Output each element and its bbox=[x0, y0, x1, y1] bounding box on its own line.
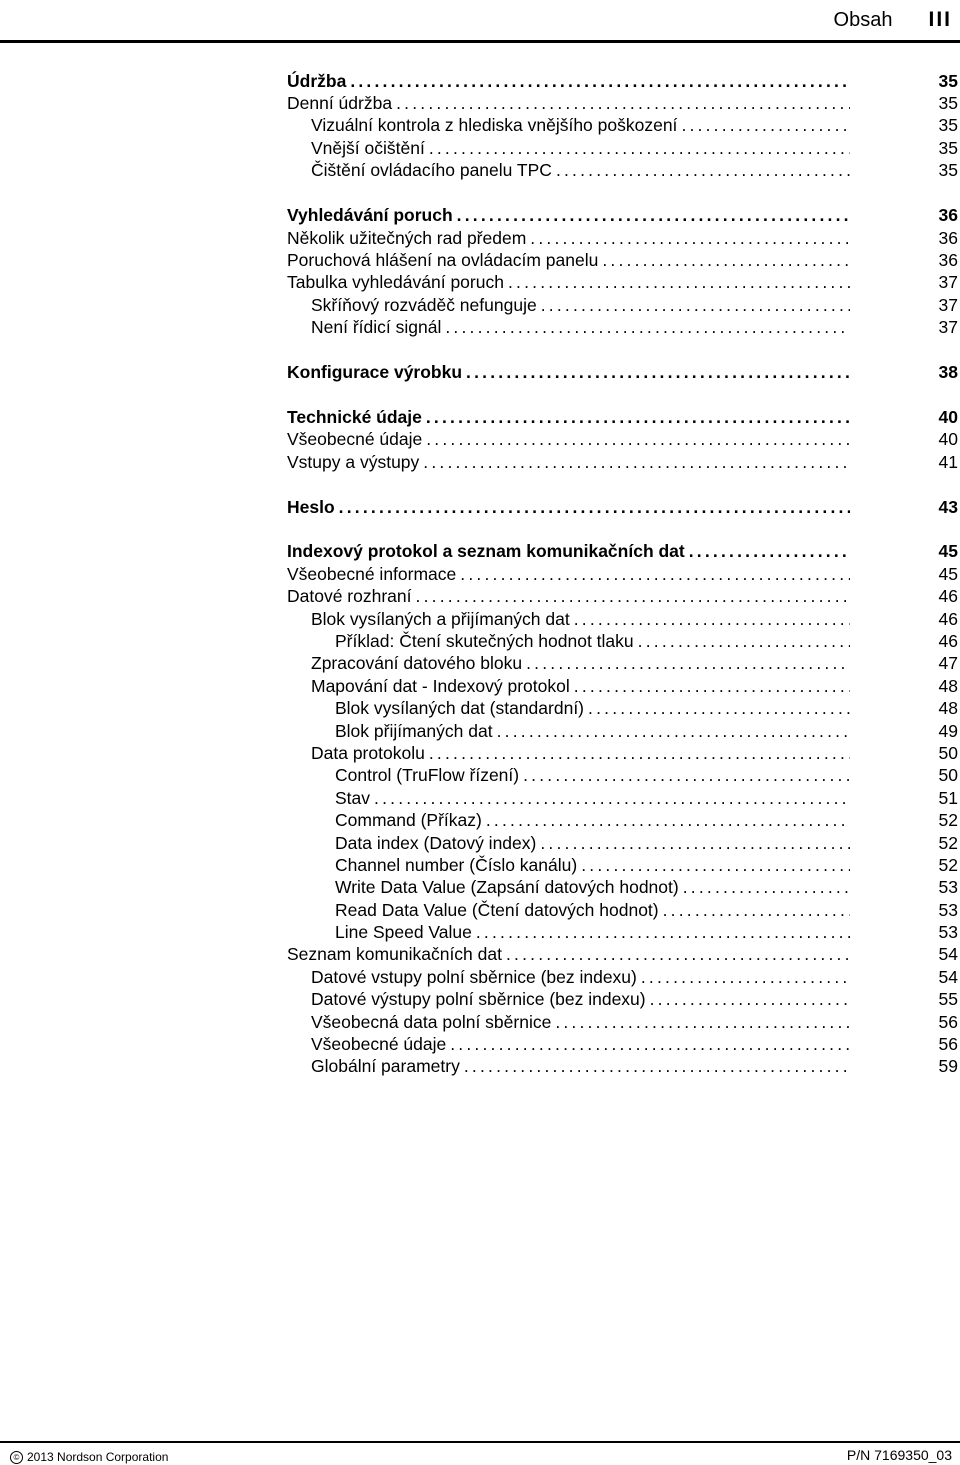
toc-group bbox=[287, 541, 958, 1078]
dot-leader bbox=[419, 452, 850, 473]
toc-entry[interactable] bbox=[287, 697, 958, 719]
toc-entry-title: Vnější očištění bbox=[311, 137, 425, 158]
toc-entry-page: 46 bbox=[938, 586, 958, 607]
toc-entry-title: Denní údržba bbox=[287, 93, 393, 114]
toc-entry-page: 49 bbox=[938, 720, 958, 741]
toc-entry-title: Read Data Value (Čtení datových hodnot) bbox=[335, 899, 659, 920]
toc-entry[interactable] bbox=[287, 227, 958, 249]
dot-leader bbox=[584, 698, 850, 719]
dot-leader bbox=[425, 138, 850, 159]
toc-entry-leader bbox=[287, 160, 850, 181]
dot-leader bbox=[504, 272, 850, 293]
toc-entry[interactable] bbox=[287, 406, 958, 428]
toc-entry-page: 37 bbox=[938, 294, 958, 315]
toc-entry[interactable] bbox=[287, 160, 958, 182]
toc-entry[interactable] bbox=[287, 115, 958, 137]
toc-entry[interactable] bbox=[287, 809, 958, 831]
toc-entry-title: Data protokolu bbox=[311, 742, 425, 763]
toc-entry-title: Mapování dat - Indexový protokol bbox=[311, 675, 570, 696]
toc-entry[interactable] bbox=[287, 204, 958, 226]
toc-entry-leader bbox=[287, 317, 850, 338]
header-page-number: III bbox=[928, 8, 952, 31]
toc-entry-leader bbox=[287, 698, 850, 719]
toc-entry[interactable] bbox=[287, 877, 958, 899]
toc-entry[interactable] bbox=[287, 742, 958, 764]
toc-entry-leader bbox=[287, 250, 850, 271]
page-header bbox=[834, 0, 960, 40]
toc-entry-leader bbox=[287, 877, 850, 898]
toc-entry-leader bbox=[287, 429, 850, 450]
toc-entry[interactable] bbox=[287, 653, 958, 675]
dot-leader bbox=[570, 676, 850, 697]
dot-leader bbox=[453, 205, 850, 226]
toc-entry-leader bbox=[287, 944, 850, 965]
toc-entry-leader bbox=[287, 205, 850, 226]
toc-entry-title: Vstupy a výstupy bbox=[287, 451, 420, 472]
toc-entry[interactable] bbox=[287, 92, 958, 114]
toc-entry[interactable] bbox=[287, 921, 958, 943]
dot-leader bbox=[502, 944, 850, 965]
dot-leader bbox=[462, 362, 850, 383]
toc-entry-leader bbox=[287, 564, 850, 585]
dot-leader bbox=[425, 743, 850, 764]
toc-entry-page: 56 bbox=[938, 1034, 958, 1055]
toc-entry-leader bbox=[287, 989, 850, 1010]
toc-entry[interactable] bbox=[287, 944, 958, 966]
toc-entry-leader bbox=[287, 721, 850, 742]
dot-leader bbox=[441, 317, 850, 338]
toc-entry[interactable] bbox=[287, 272, 958, 294]
toc-entry-title: Čištění ovládacího panelu TPC bbox=[311, 160, 552, 181]
toc-entry-title: Data index (Datový index) bbox=[335, 832, 537, 853]
footer-rule bbox=[0, 1441, 960, 1443]
toc-entry-title: Command (Příkaz) bbox=[335, 810, 482, 831]
toc-entry-title: Všeobecné údaje bbox=[287, 429, 423, 450]
toc-group bbox=[287, 361, 958, 383]
toc-entry-title: Několik užitečných rad předem bbox=[287, 227, 527, 248]
toc-entry-page: 35 bbox=[938, 115, 958, 136]
toc-entry-title: Konfigurace výrobku bbox=[287, 361, 463, 382]
toc-group bbox=[287, 70, 958, 182]
toc-entry[interactable] bbox=[287, 630, 958, 652]
toc-entry-leader bbox=[287, 609, 850, 630]
toc-entry-title: Skříňový rozváděč nefunguje bbox=[311, 294, 537, 315]
header-section-title: Obsah bbox=[833, 8, 893, 31]
toc-entry-leader bbox=[287, 362, 850, 383]
toc-entry-title: Všeobecné informace bbox=[287, 563, 457, 584]
toc-entry-page: 51 bbox=[938, 787, 958, 808]
dot-leader bbox=[551, 1012, 850, 1033]
toc-entry-leader bbox=[287, 295, 850, 316]
toc-entry-title: Poruchová hlášení na ovládacím panelu bbox=[287, 249, 599, 270]
toc-entry-page: 36 bbox=[938, 249, 958, 270]
toc-entry-page: 38 bbox=[938, 361, 958, 382]
toc-entry-leader bbox=[287, 93, 850, 114]
dot-leader bbox=[493, 721, 850, 742]
toc-entry[interactable] bbox=[287, 787, 958, 809]
toc-entry[interactable] bbox=[287, 966, 958, 988]
toc-entry-page: 53 bbox=[938, 922, 958, 943]
dot-leader bbox=[677, 115, 850, 136]
toc-entry-page: 52 bbox=[938, 832, 958, 853]
toc-entry[interactable] bbox=[287, 70, 958, 92]
table-of-contents bbox=[287, 70, 958, 1101]
dot-leader bbox=[370, 788, 850, 809]
toc-entry[interactable] bbox=[287, 1056, 958, 1078]
toc-entry-title: Datové rozhraní bbox=[287, 586, 412, 607]
toc-entry[interactable] bbox=[287, 451, 958, 473]
toc-entry[interactable] bbox=[287, 899, 958, 921]
toc-entry-title: Technické údaje bbox=[287, 406, 422, 427]
toc-entry-leader bbox=[287, 631, 850, 652]
toc-group bbox=[287, 204, 958, 338]
dot-leader bbox=[646, 989, 850, 1010]
dot-leader bbox=[392, 93, 850, 114]
toc-entry-title: Control (TruFlow řízení) bbox=[335, 765, 520, 786]
toc-entry-page: 54 bbox=[938, 944, 958, 965]
toc-entry[interactable] bbox=[287, 832, 958, 854]
dot-leader bbox=[679, 877, 850, 898]
toc-entry-title: Indexový protokol a seznam komunikačních dat bbox=[287, 541, 685, 562]
copyright-icon: © bbox=[10, 1451, 23, 1464]
toc-entry[interactable] bbox=[287, 294, 958, 316]
dot-leader bbox=[536, 833, 850, 854]
dot-leader bbox=[335, 497, 850, 518]
dot-leader bbox=[570, 609, 850, 630]
toc-entry[interactable] bbox=[287, 563, 958, 585]
toc-entry-title: Globální parametry bbox=[311, 1056, 460, 1077]
toc-entry-leader bbox=[287, 967, 850, 988]
toc-entry-leader bbox=[287, 743, 850, 764]
toc-entry-page: 45 bbox=[938, 541, 958, 562]
toc-entry-title: Všeobecné údaje bbox=[311, 1034, 447, 1055]
copyright-text: 2013 Nordson Corporation bbox=[27, 1450, 169, 1464]
dot-leader bbox=[552, 160, 850, 181]
footer-part-number: P/N 7169350_03 bbox=[846, 1447, 952, 1463]
toc-entry-leader bbox=[287, 71, 850, 92]
toc-entry-title: Všeobecná data polní sběrnice bbox=[311, 1011, 552, 1032]
dot-leader bbox=[519, 765, 850, 786]
toc-entry-title: Vyhledávání poruch bbox=[287, 205, 453, 226]
dot-leader bbox=[637, 967, 850, 988]
toc-entry[interactable] bbox=[287, 137, 958, 159]
dot-leader bbox=[526, 228, 850, 249]
toc-entry[interactable] bbox=[287, 854, 958, 876]
toc-entry-leader bbox=[287, 922, 850, 943]
toc-entry-page: 43 bbox=[938, 496, 958, 517]
toc-entry-title: Vizuální kontrola z hlediska vnějšího poškození bbox=[311, 115, 678, 136]
toc-entry[interactable] bbox=[287, 249, 958, 271]
dot-leader bbox=[577, 855, 850, 876]
toc-entry-page: 35 bbox=[938, 70, 958, 91]
toc-entry[interactable] bbox=[287, 541, 958, 563]
toc-entry-page: 59 bbox=[938, 1056, 958, 1077]
toc-entry-page: 37 bbox=[938, 272, 958, 293]
toc-entry-title: Příklad: Čtení skutečných hodnot tlaku bbox=[335, 631, 634, 651]
toc-entry-page: 52 bbox=[938, 854, 958, 875]
toc-entry-leader bbox=[287, 115, 850, 136]
toc-entry-page: 46 bbox=[938, 608, 958, 629]
dot-leader bbox=[460, 1056, 850, 1077]
toc-entry-title: Write Data Value (Zapsání datových hodnot) bbox=[335, 877, 679, 898]
toc-entry-title: Heslo bbox=[287, 496, 335, 517]
toc-entry-leader bbox=[287, 855, 850, 876]
toc-entry-leader bbox=[287, 272, 850, 293]
dot-leader bbox=[659, 900, 850, 921]
toc-entry-title: Blok vysílaných a přijímaných dat bbox=[311, 608, 570, 629]
toc-entry[interactable] bbox=[287, 765, 958, 787]
toc-entry-page: 35 bbox=[938, 93, 958, 114]
toc-entry[interactable] bbox=[287, 1011, 958, 1033]
toc-group bbox=[287, 496, 958, 518]
toc-entry-leader bbox=[287, 228, 850, 249]
toc-entry-title: Zpracování datového bloku bbox=[311, 653, 523, 674]
toc-entry-leader bbox=[287, 407, 850, 428]
toc-entry-title: Není řídicí signál bbox=[311, 317, 442, 338]
dot-leader bbox=[634, 631, 850, 652]
toc-entry-page: 40 bbox=[938, 406, 958, 427]
dot-leader bbox=[537, 295, 850, 316]
dot-leader bbox=[685, 541, 850, 562]
toc-entry-page: 35 bbox=[938, 137, 958, 158]
toc-entry-page: 50 bbox=[938, 765, 958, 786]
toc-entry-page: 53 bbox=[938, 899, 958, 920]
toc-entry[interactable] bbox=[287, 675, 958, 697]
toc-entry-page: 52 bbox=[938, 810, 958, 831]
dot-leader bbox=[482, 810, 850, 831]
toc-entry-title: Datové vstupy polní sběrnice (bez indexu) bbox=[311, 966, 637, 987]
toc-entry-title: Stav bbox=[335, 787, 371, 808]
footer-copyright bbox=[10, 1450, 168, 1464]
toc-entry-leader bbox=[287, 833, 850, 854]
toc-entry[interactable] bbox=[287, 989, 958, 1011]
toc-entry-page: 46 bbox=[938, 631, 958, 651]
dot-leader bbox=[456, 564, 850, 585]
toc-entry-page: 35 bbox=[938, 160, 958, 181]
dot-leader bbox=[472, 922, 850, 943]
toc-entry-title: Blok vysílaných dat (standardní) bbox=[335, 698, 585, 719]
toc-entry-leader bbox=[287, 810, 850, 831]
toc-entry-leader bbox=[287, 653, 850, 674]
toc-entry-title: Channel number (Číslo kanálu) bbox=[335, 854, 578, 875]
toc-entry-page: 48 bbox=[938, 698, 958, 719]
toc-entry-leader bbox=[287, 676, 850, 697]
toc-entry-leader bbox=[287, 452, 850, 473]
toc-entry-leader bbox=[287, 900, 850, 921]
toc-entry-page: 45 bbox=[938, 563, 958, 584]
toc-entry-page: 40 bbox=[938, 429, 958, 450]
toc-entry[interactable] bbox=[287, 361, 958, 383]
toc-entry-title: Blok přijímaných dat bbox=[335, 720, 493, 741]
toc-entry-leader bbox=[287, 1056, 850, 1077]
toc-entry-leader bbox=[287, 497, 850, 518]
toc-entry[interactable] bbox=[287, 1033, 958, 1055]
toc-entry-page: 36 bbox=[938, 227, 958, 248]
toc-entry-page: 47 bbox=[938, 653, 958, 674]
toc-entry[interactable] bbox=[287, 586, 958, 608]
toc-entry-page: 37 bbox=[938, 317, 958, 338]
toc-entry-leader bbox=[287, 541, 850, 562]
dot-leader bbox=[346, 71, 850, 92]
toc-entry-page: 55 bbox=[938, 989, 958, 1010]
toc-entry-leader bbox=[287, 1012, 850, 1033]
toc-entry[interactable] bbox=[287, 429, 958, 451]
toc-entry-leader bbox=[287, 138, 850, 159]
toc-entry[interactable] bbox=[287, 720, 958, 742]
header-rule bbox=[0, 40, 960, 43]
toc-entry-page: 54 bbox=[938, 966, 958, 987]
dot-leader bbox=[446, 1034, 850, 1055]
toc-entry-page: 41 bbox=[938, 451, 958, 472]
toc-group bbox=[287, 406, 958, 473]
toc-entry-leader bbox=[287, 765, 850, 786]
toc-entry-title: Tabulka vyhledávání poruch bbox=[287, 272, 504, 293]
toc-entry-page: 50 bbox=[938, 742, 958, 763]
toc-entry-title: Datové výstupy polní sběrnice (bez indexu) bbox=[311, 989, 646, 1010]
dot-leader bbox=[522, 653, 850, 674]
dot-leader bbox=[412, 586, 850, 607]
toc-entry[interactable] bbox=[287, 608, 958, 630]
dot-leader bbox=[598, 250, 850, 271]
toc-entry-leader bbox=[287, 1034, 850, 1055]
toc-entry-title: Údržba bbox=[287, 70, 347, 91]
toc-entry-page: 48 bbox=[938, 675, 958, 696]
toc-entry-page: 56 bbox=[938, 1011, 958, 1032]
toc-entry-title: Line Speed Value bbox=[335, 922, 472, 943]
toc-entry-leader bbox=[287, 788, 850, 809]
toc-entry-leader bbox=[287, 586, 850, 607]
toc-entry-page: 36 bbox=[938, 205, 958, 226]
dot-leader bbox=[422, 407, 850, 428]
toc-entry[interactable] bbox=[287, 316, 958, 338]
toc-entry-title: Seznam komunikačních dat bbox=[287, 944, 502, 965]
dot-leader bbox=[422, 429, 850, 450]
toc-entry[interactable] bbox=[287, 496, 958, 518]
toc-entry-page: 53 bbox=[938, 877, 958, 898]
